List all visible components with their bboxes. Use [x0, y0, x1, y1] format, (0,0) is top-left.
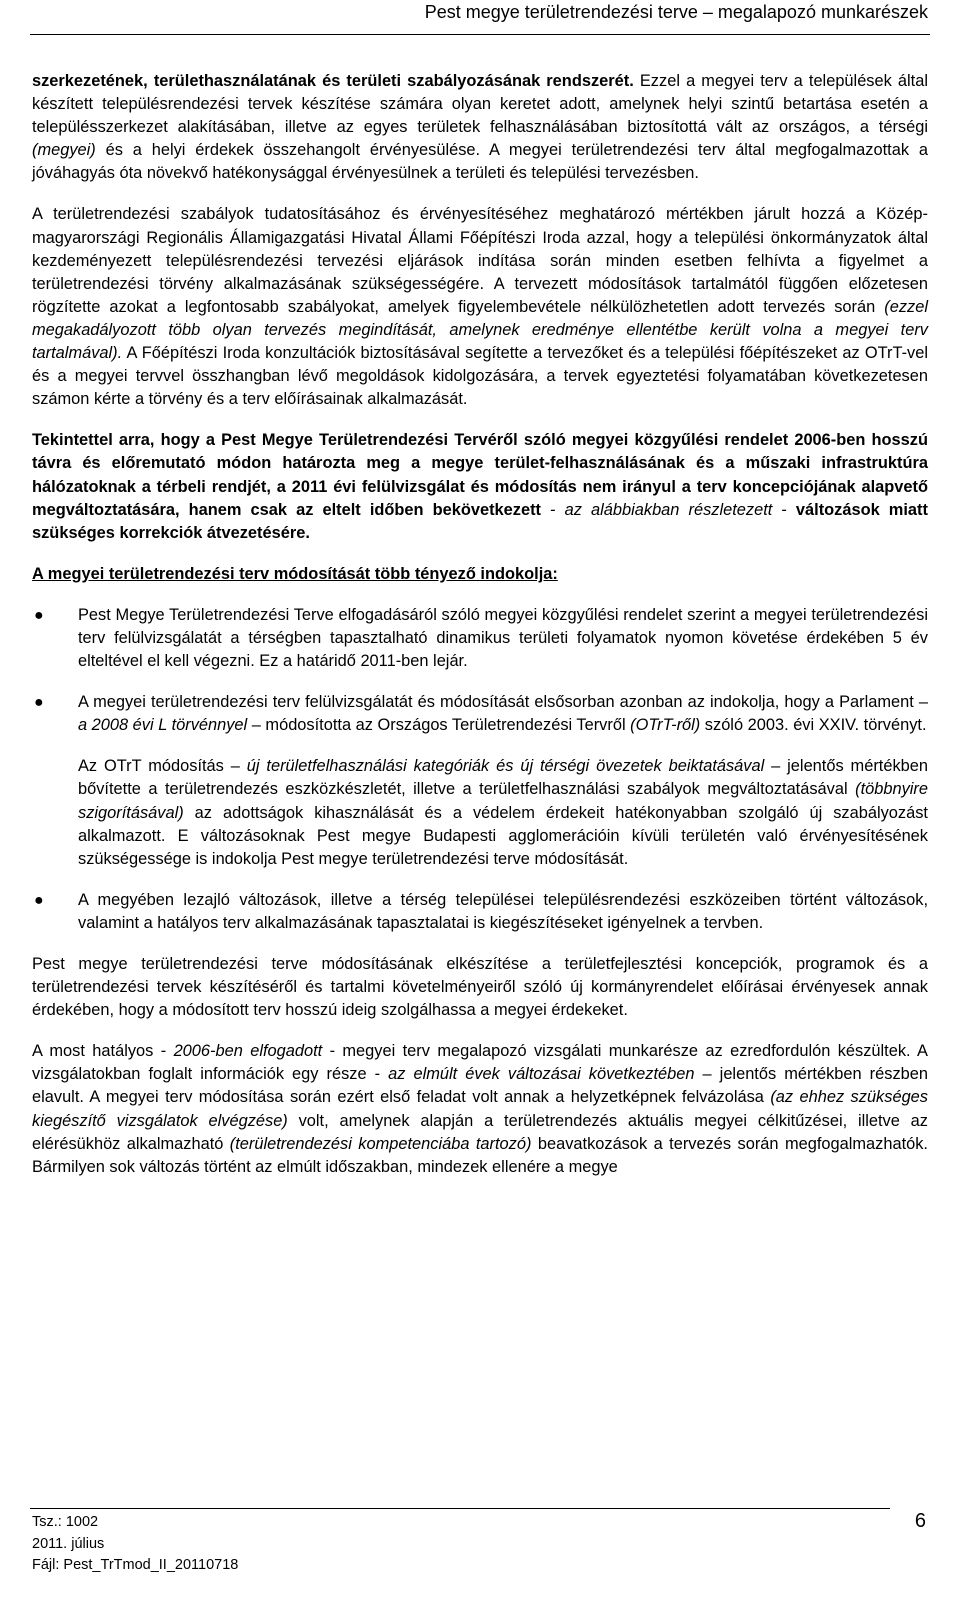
paragraph-1: szerkezetének, területhasználatának és területi szabályozásának rendszerét. Ezzel a megyei terv a települések által készített településrendezési tervek készítése számára olyan keretet adott, amelynek helyi szintű betartása esetén a településszerkezet alakításában, illetve az egyes területek felhasználásában biztosítottá vált az országos, a térségi (megyei) és a helyi érdekek összehangolt érvényesülése. A megyei területrendezési terv által megfogalmazottak a jóváhagyás óta növekvő hatékonysággal érvényesülnek a területi és települési tervezésben.: [32, 72, 928, 183]
paragraph-3: Tekintettel arra, hogy a Pest Megye Területrendezési Tervéről szóló megyei közgyűlési rendelet 2006-ben hosszú távra és előremutató módon határozta meg a megye terület-felhasználásának és a műszaki infrastruktúra hálózatoknak a térbeli rendjét, a 2011 évi felülvizsgálat és módosítás nem irányul a terv koncepciójának alapvető megváltoztatására, hanem csak az eltelt időben bekövetkezett - az alábbiakban részletezett - változások miatt szükséges korrekciók átvezetésére.: [32, 431, 928, 542]
bullet-icon: ●: [34, 606, 44, 624]
section-heading: A megyei területrendezési terv módosítását több tényező indokolja:: [32, 564, 558, 583]
list-item: ● Pest Megye Területrendezési Terve elfogadásáról szóló megyei közgyűlési rendelet szerint a megyei területrendezési terv felülvizsgálatát a térségben tapasztalható dinamikus területi folyamatok nyomon követése érdekében 5 év elteltével el kell végezni. Ez a határidő 2011-ben lejár.: [34, 605, 928, 671]
page-number: 6: [914, 1510, 926, 1532]
paragraph-4: Pest megye területrendezési terve módosításának elkészítése a területfejlesztési koncepciók, programok és a területrendezési tervek készítéséről és tartalmi követelményeiről szóló új kormányrendelet előírásai érvényesek annak érdekében, hogy a módosított terv hosszú ideig szolgálhassa a megyei érdekeket.: [32, 955, 928, 1020]
paragraph-5: A most hatályos - 2006-ben elfogadott - megyei terv megalapozó vizsgálati munkarésze az ezredfordulón készültek. A vizsgálatokban foglalt információk egy része - az elmúlt évek változásai következtében – jelentős mértékben részben elavult. A megyei terv módosítása során ezért első feladat volt annak a helyzetképnek felvázolása (az ehhez szükséges kiegészítő vizsgálatok elvégzése) volt, amelynek alapján a területrendezés aktuális megyei célkitűzései, illetve az elérésükhöz alkalmazható (területrendezési kompetenciába tartozó) beavatkozások a tervezés során megfogalmazhatók. Bármilyen sok változás történt az elmúlt időszakban, mindezek ellenére a megye: [32, 1042, 928, 1176]
bullet-icon: ●: [34, 694, 44, 712]
reasons-list-continued: [32, 889, 928, 935]
footer-project-number: Tsz.: 1002: [32, 1514, 99, 1530]
p1-bold: szerkezetének, területhasználatának és területi szabályozásának rendszerét.: [32, 72, 634, 90]
paragraph-2: A területrendezési szabályok tudatosításához és érvényesítéséhez meghatározó mértékben járult hozzá a Közép-magyarországi Regionális Államigazgatási Hivatal Állami Főépítészi Iroda azzal, hogy a települési önkormányzatok által kezdeményezett településrendezési tervezési eljárások indítása során minden esetben felhívta a figyelmet a területrendezési törvény alkalmazásának szükségességére. A tervezett módosítások tartalmától függően előzetesen rögzítette azokat a legfontosabb szabályokat, amelyek figyelembevétele nélkülözhetetlen adott tervezés során (ezzel megakadályozott több olyan tervezés megindítását, amelynek eredménye ellentétbe került volna a megyei terv tartalmával). A Főépítészi Iroda konzultációk biztosításával segítette a tervezőket és a települési főépítészeket az OTrT-vel és a megyei tervvel összhangban lévő megoldások kidolgozására, a tervek egyeztetési folyamatában következetesen számon kérte a törvény és a terv előírásainak alkalmazását.: [32, 205, 928, 409]
document-body: [32, 70, 928, 1179]
footer-date: 2011. július: [32, 1535, 105, 1552]
bullet-icon: ●: [34, 891, 44, 909]
footer-rule: [30, 1508, 890, 1509]
indented-paragraph: Az OTrT módosítás – új területfelhasználási kategóriák és új térségi övezetek beiktatásával – jelentős mértékben bővítette a területrendezés eszközkészletét, illetve a területfelhasználási szabályok megváltoztatásával (többnyire szigorításával) az adottságok kihasználását és a védelem érdekeit hatékonyabban szolgáló új szabályozást alkalmazott. E változásoknak Pest megye Budapesti agglomerációin kívüli területén való érvényesítésének szükségessége is indokolja Pest megye területrendezési terve módosítását.: [78, 757, 928, 868]
list-item: ● A megyében lezajló változások, illetve a térség települései településrendezési eszközeiben történt változások, valamint a hatályos terv alkalmazásának tapasztalatai is kiegészítéseket igényelnek a tervben.: [34, 890, 928, 932]
reasons-list: [32, 604, 928, 737]
footer: [32, 1512, 238, 1577]
header-rule: [30, 34, 930, 35]
list-item: ● A megyei területrendezési terv felülvizsgálatát és módosítását elsősorban azonban az indokolja, hogy a Parlament – a 2008 évi L törvénnyel – módosította az Országos Területrendezési Tervről (OTrT-ről) szóló 2003. évi XXIV. törvényt.: [34, 693, 928, 735]
footer-filename: Fájl: Pest_TrTmod_II_20110718: [32, 1557, 239, 1573]
running-header: Pest megye területrendezési terve – megalapozó munkarészek: [424, 2, 928, 22]
